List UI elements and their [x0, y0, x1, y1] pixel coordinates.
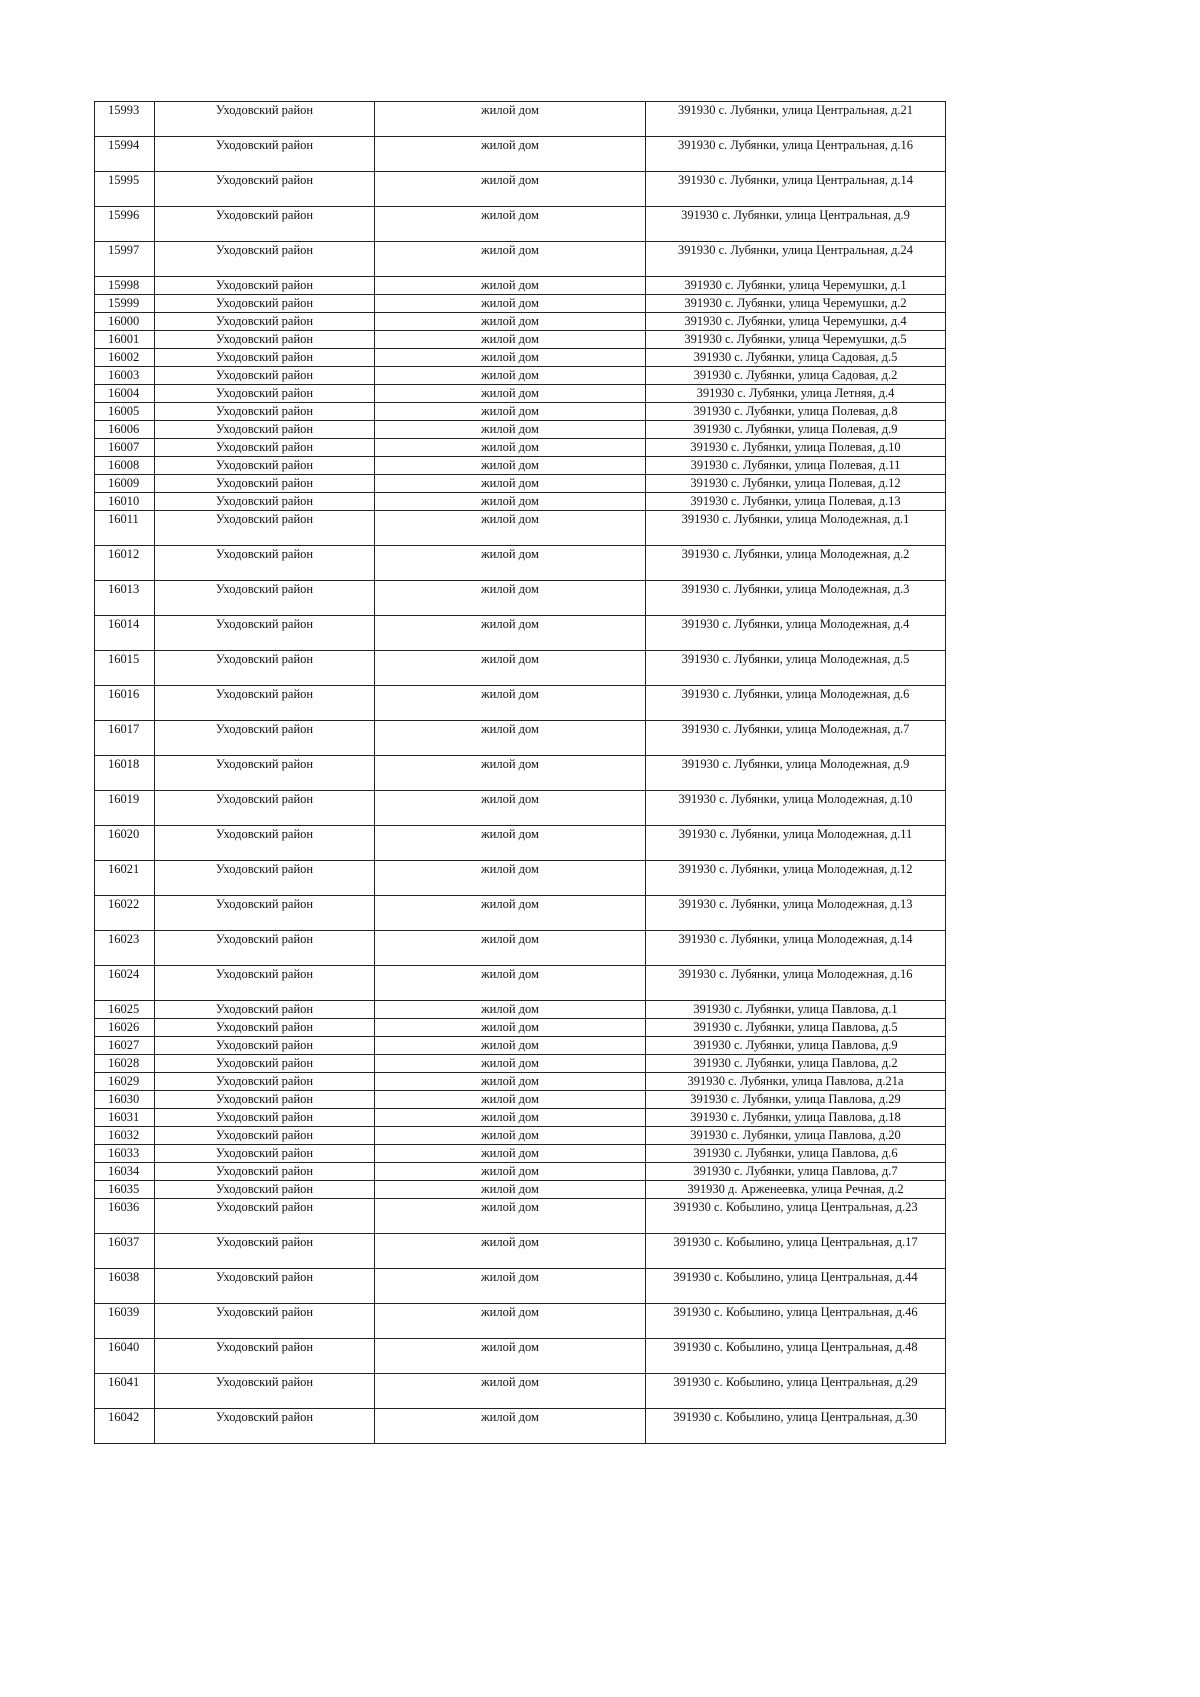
district-cell: Уходовский район	[155, 966, 375, 1001]
row-number: 16032	[95, 1127, 155, 1145]
address-cell: 391930 с. Лубянки, улица Полевая, д.10	[646, 439, 946, 457]
address-cell: 391930 с. Лубянки, улица Полевая, д.13	[646, 493, 946, 511]
object-type-cell: жилой дом	[375, 1374, 646, 1409]
address-cell: 391930 с. Лубянки, улица Центральная, д.9	[646, 207, 946, 242]
object-type-cell: жилой дом	[375, 651, 646, 686]
address-cell: 391930 с. Лубянки, улица Центральная, д.16	[646, 137, 946, 172]
district-cell: Уходовский район	[155, 1109, 375, 1127]
row-number: 16008	[95, 457, 155, 475]
row-number: 16015	[95, 651, 155, 686]
district-cell: Уходовский район	[155, 102, 375, 137]
row-number: 15994	[95, 137, 155, 172]
row-number: 16000	[95, 313, 155, 331]
row-number: 16022	[95, 896, 155, 931]
address-cell: 391930 с. Лубянки, улица Садовая, д.2	[646, 367, 946, 385]
table-row	[95, 651, 946, 686]
address-cell: 391930 с. Лубянки, улица Молодежная, д.9	[646, 756, 946, 791]
object-type-cell: жилой дом	[375, 826, 646, 861]
object-type-cell: жилой дом	[375, 207, 646, 242]
table-row	[95, 826, 946, 861]
table-row	[95, 1145, 946, 1163]
object-type-cell: жилой дом	[375, 403, 646, 421]
address-cell: 391930 с. Лубянки, улица Павлова, д.5	[646, 1019, 946, 1037]
row-number: 16006	[95, 421, 155, 439]
object-type-cell: жилой дом	[375, 791, 646, 826]
row-number: 16003	[95, 367, 155, 385]
address-cell: 391930 с. Лубянки, улица Молодежная, д.16	[646, 966, 946, 1001]
table-row	[95, 1181, 946, 1199]
district-cell: Уходовский район	[155, 137, 375, 172]
object-type-cell: жилой дом	[375, 616, 646, 651]
row-number: 16027	[95, 1037, 155, 1055]
table-row	[95, 546, 946, 581]
address-cell: 391930 с. Лубянки, улица Павлова, д.18	[646, 1109, 946, 1127]
table-row	[95, 1001, 946, 1019]
table-row	[95, 367, 946, 385]
address-cell: 391930 с. Лубянки, улица Центральная, д.14	[646, 172, 946, 207]
table-row	[95, 686, 946, 721]
district-cell: Уходовский район	[155, 403, 375, 421]
object-type-cell: жилой дом	[375, 1163, 646, 1181]
district-cell: Уходовский район	[155, 511, 375, 546]
table-row	[95, 1091, 946, 1109]
district-cell: Уходовский район	[155, 546, 375, 581]
district-cell: Уходовский район	[155, 385, 375, 403]
object-type-cell: жилой дом	[375, 1409, 646, 1444]
row-number: 15997	[95, 242, 155, 277]
table-row	[95, 403, 946, 421]
object-type-cell: жилой дом	[375, 1037, 646, 1055]
row-number: 16031	[95, 1109, 155, 1127]
row-number: 16042	[95, 1409, 155, 1444]
district-cell: Уходовский район	[155, 1019, 375, 1037]
row-number: 16037	[95, 1234, 155, 1269]
table-row	[95, 493, 946, 511]
object-type-cell: жилой дом	[375, 295, 646, 313]
object-type-cell: жилой дом	[375, 313, 646, 331]
object-type-cell: жилой дом	[375, 1073, 646, 1091]
object-type-cell: жилой дом	[375, 439, 646, 457]
table-row	[95, 1055, 946, 1073]
object-type-cell: жилой дом	[375, 421, 646, 439]
district-cell: Уходовский район	[155, 791, 375, 826]
row-number: 16013	[95, 581, 155, 616]
address-cell: 391930 с. Лубянки, улица Центральная, д.21	[646, 102, 946, 137]
district-cell: Уходовский район	[155, 1163, 375, 1181]
address-cell: 391930 с. Лубянки, улица Черемушки, д.4	[646, 313, 946, 331]
row-number: 16001	[95, 331, 155, 349]
district-cell: Уходовский район	[155, 756, 375, 791]
district-cell: Уходовский район	[155, 1181, 375, 1199]
object-type-cell: жилой дом	[375, 1304, 646, 1339]
district-cell: Уходовский район	[155, 1234, 375, 1269]
address-cell: 391930 с. Лубянки, улица Молодежная, д.4	[646, 616, 946, 651]
district-cell: Уходовский район	[155, 931, 375, 966]
district-cell: Уходовский район	[155, 331, 375, 349]
row-number: 16010	[95, 493, 155, 511]
row-number: 16016	[95, 686, 155, 721]
table-row	[95, 1339, 946, 1374]
table-row	[95, 1073, 946, 1091]
address-cell: 391930 с. Лубянки, улица Центральная, д.24	[646, 242, 946, 277]
table-row	[95, 1374, 946, 1409]
table-row	[95, 721, 946, 756]
row-number: 16036	[95, 1199, 155, 1234]
object-type-cell: жилой дом	[375, 1109, 646, 1127]
district-cell: Уходовский район	[155, 207, 375, 242]
object-type-cell: жилой дом	[375, 1091, 646, 1109]
row-number: 16029	[95, 1073, 155, 1091]
object-type-cell: жилой дом	[375, 1181, 646, 1199]
district-cell: Уходовский район	[155, 1409, 375, 1444]
table-row	[95, 172, 946, 207]
table-row	[95, 277, 946, 295]
object-type-cell: жилой дом	[375, 1339, 646, 1374]
address-cell: 391930 с. Кобылино, улица Центральная, д.29	[646, 1374, 946, 1409]
row-number: 16009	[95, 475, 155, 493]
row-number: 16004	[95, 385, 155, 403]
address-cell: 391930 с. Лубянки, улица Молодежная, д.14	[646, 931, 946, 966]
row-number: 16017	[95, 721, 155, 756]
district-cell: Уходовский район	[155, 1199, 375, 1234]
table-row	[95, 1269, 946, 1304]
row-number: 16011	[95, 511, 155, 546]
object-type-cell: жилой дом	[375, 367, 646, 385]
object-type-cell: жилой дом	[375, 349, 646, 367]
row-number: 15998	[95, 277, 155, 295]
object-type-cell: жилой дом	[375, 1055, 646, 1073]
row-number: 15995	[95, 172, 155, 207]
district-cell: Уходовский район	[155, 1037, 375, 1055]
table-row	[95, 475, 946, 493]
object-type-cell: жилой дом	[375, 581, 646, 616]
district-cell: Уходовский район	[155, 826, 375, 861]
district-cell: Уходовский район	[155, 581, 375, 616]
address-cell: 391930 с. Лубянки, улица Полевая, д.9	[646, 421, 946, 439]
address-cell: 391930 с. Лубянки, улица Молодежная, д.3	[646, 581, 946, 616]
row-number: 16035	[95, 1181, 155, 1199]
object-type-cell: жилой дом	[375, 493, 646, 511]
object-type-cell: жилой дом	[375, 966, 646, 1001]
district-cell: Уходовский район	[155, 1073, 375, 1091]
district-cell: Уходовский район	[155, 172, 375, 207]
address-cell: 391930 с. Лубянки, улица Полевая, д.11	[646, 457, 946, 475]
object-type-cell: жилой дом	[375, 1199, 646, 1234]
district-cell: Уходовский район	[155, 1055, 375, 1073]
object-type-cell: жилой дом	[375, 546, 646, 581]
table-row	[95, 1109, 946, 1127]
district-cell: Уходовский район	[155, 651, 375, 686]
address-cell: 391930 с. Кобылино, улица Центральная, д.23	[646, 1199, 946, 1234]
address-cell: 391930 с. Лубянки, улица Полевая, д.12	[646, 475, 946, 493]
district-cell: Уходовский район	[155, 686, 375, 721]
row-number: 16030	[95, 1091, 155, 1109]
district-cell: Уходовский район	[155, 1269, 375, 1304]
table-row	[95, 1037, 946, 1055]
address-cell: 391930 д. Арженеевка, улица Речная, д.2	[646, 1181, 946, 1199]
object-type-cell: жилой дом	[375, 721, 646, 756]
row-number: 16014	[95, 616, 155, 651]
object-type-cell: жилой дом	[375, 1234, 646, 1269]
district-cell: Уходовский район	[155, 721, 375, 756]
object-type-cell: жилой дом	[375, 1269, 646, 1304]
row-number: 16023	[95, 931, 155, 966]
table-row	[95, 1304, 946, 1339]
table-row	[95, 896, 946, 931]
table-row	[95, 861, 946, 896]
address-cell: 391930 с. Лубянки, улица Молодежная, д.2	[646, 546, 946, 581]
object-type-cell: жилой дом	[375, 1001, 646, 1019]
row-number: 16021	[95, 861, 155, 896]
row-number: 16002	[95, 349, 155, 367]
row-number: 16018	[95, 756, 155, 791]
address-cell: 391930 с. Кобылино, улица Центральная, д.30	[646, 1409, 946, 1444]
district-cell: Уходовский район	[155, 367, 375, 385]
address-cell: 391930 с. Лубянки, улица Молодежная, д.1	[646, 511, 946, 546]
district-cell: Уходовский район	[155, 439, 375, 457]
address-cell: 391930 с. Кобылино, улица Центральная, д.44	[646, 1269, 946, 1304]
address-cell: 391930 с. Кобылино, улица Центральная, д.17	[646, 1234, 946, 1269]
object-type-cell: жилой дом	[375, 102, 646, 137]
row-number: 16012	[95, 546, 155, 581]
address-cell: 391930 с. Лубянки, улица Полевая, д.8	[646, 403, 946, 421]
table-row	[95, 1199, 946, 1234]
district-cell: Уходовский район	[155, 475, 375, 493]
table-row	[95, 421, 946, 439]
table-row	[95, 331, 946, 349]
table-row	[95, 1163, 946, 1181]
district-cell: Уходовский район	[155, 1145, 375, 1163]
district-cell: Уходовский район	[155, 1127, 375, 1145]
table-row	[95, 457, 946, 475]
district-cell: Уходовский район	[155, 457, 375, 475]
object-type-cell: жилой дом	[375, 331, 646, 349]
address-cell: 391930 с. Лубянки, улица Молодежная, д.5	[646, 651, 946, 686]
object-type-cell: жилой дом	[375, 931, 646, 966]
object-type-cell: жилой дом	[375, 457, 646, 475]
address-cell: 391930 с. Лубянки, улица Летняя, д.4	[646, 385, 946, 403]
address-cell: 391930 с. Лубянки, улица Молодежная, д.12	[646, 861, 946, 896]
table-row	[95, 349, 946, 367]
table-row	[95, 966, 946, 1001]
address-cell: 391930 с. Лубянки, улица Павлова, д.29	[646, 1091, 946, 1109]
address-cell: 391930 с. Лубянки, улица Павлова, д.2	[646, 1055, 946, 1073]
row-number: 16007	[95, 439, 155, 457]
housing-registry-table	[94, 101, 946, 1444]
row-number: 16034	[95, 1163, 155, 1181]
row-number: 16005	[95, 403, 155, 421]
table-row	[95, 511, 946, 546]
object-type-cell: жилой дом	[375, 242, 646, 277]
district-cell: Уходовский район	[155, 1339, 375, 1374]
object-type-cell: жилой дом	[375, 511, 646, 546]
address-cell: 391930 с. Лубянки, улица Молодежная, д.7	[646, 721, 946, 756]
row-number: 16040	[95, 1339, 155, 1374]
address-cell: 391930 с. Кобылино, улица Центральная, д.46	[646, 1304, 946, 1339]
object-type-cell: жилой дом	[375, 475, 646, 493]
district-cell: Уходовский район	[155, 1001, 375, 1019]
table-row	[95, 1234, 946, 1269]
object-type-cell: жилой дом	[375, 861, 646, 896]
address-cell: 391930 с. Лубянки, улица Павлова, д.6	[646, 1145, 946, 1163]
address-cell: 391930 с. Лубянки, улица Павлова, д.1	[646, 1001, 946, 1019]
table-row	[95, 295, 946, 313]
row-number: 16020	[95, 826, 155, 861]
table-row	[95, 102, 946, 137]
object-type-cell: жилой дом	[375, 385, 646, 403]
address-cell: 391930 с. Лубянки, улица Павлова, д.20	[646, 1127, 946, 1145]
row-number: 16019	[95, 791, 155, 826]
address-cell: 391930 с. Лубянки, улица Павлова, д.21а	[646, 1073, 946, 1091]
district-cell: Уходовский район	[155, 421, 375, 439]
registry-body	[95, 102, 946, 1444]
row-number: 16026	[95, 1019, 155, 1037]
district-cell: Уходовский район	[155, 277, 375, 295]
address-cell: 391930 с. Лубянки, улица Павлова, д.7	[646, 1163, 946, 1181]
row-number: 16041	[95, 1374, 155, 1409]
district-cell: Уходовский район	[155, 1374, 375, 1409]
address-cell: 391930 с. Лубянки, улица Черемушки, д.1	[646, 277, 946, 295]
district-cell: Уходовский район	[155, 295, 375, 313]
object-type-cell: жилой дом	[375, 277, 646, 295]
row-number: 16038	[95, 1269, 155, 1304]
row-number: 15993	[95, 102, 155, 137]
address-cell: 391930 с. Лубянки, улица Черемушки, д.5	[646, 331, 946, 349]
table-row	[95, 137, 946, 172]
district-cell: Уходовский район	[155, 861, 375, 896]
object-type-cell: жилой дом	[375, 1145, 646, 1163]
district-cell: Уходовский район	[155, 242, 375, 277]
table-row	[95, 439, 946, 457]
object-type-cell: жилой дом	[375, 172, 646, 207]
object-type-cell: жилой дом	[375, 686, 646, 721]
district-cell: Уходовский район	[155, 1304, 375, 1339]
row-number: 15999	[95, 295, 155, 313]
district-cell: Уходовский район	[155, 313, 375, 331]
table-row	[95, 756, 946, 791]
district-cell: Уходовский район	[155, 616, 375, 651]
object-type-cell: жилой дом	[375, 896, 646, 931]
row-number: 16033	[95, 1145, 155, 1163]
district-cell: Уходовский район	[155, 1091, 375, 1109]
row-number: 16028	[95, 1055, 155, 1073]
address-cell: 391930 с. Лубянки, улица Молодежная, д.11	[646, 826, 946, 861]
object-type-cell: жилой дом	[375, 756, 646, 791]
address-cell: 391930 с. Лубянки, улица Молодежная, д.6	[646, 686, 946, 721]
row-number: 15996	[95, 207, 155, 242]
row-number: 16039	[95, 1304, 155, 1339]
address-cell: 391930 с. Лубянки, улица Садовая, д.5	[646, 349, 946, 367]
object-type-cell: жилой дом	[375, 1127, 646, 1145]
address-cell: 391930 с. Лубянки, улица Молодежная, д.13	[646, 896, 946, 931]
table-row	[95, 1127, 946, 1145]
table-row	[95, 242, 946, 277]
table-row	[95, 616, 946, 651]
district-cell: Уходовский район	[155, 493, 375, 511]
address-cell: 391930 с. Лубянки, улица Павлова, д.9	[646, 1037, 946, 1055]
address-cell: 391930 с. Кобылино, улица Центральная, д.48	[646, 1339, 946, 1374]
table-row	[95, 931, 946, 966]
table-row	[95, 1409, 946, 1444]
table-row	[95, 581, 946, 616]
table-row	[95, 207, 946, 242]
table-row	[95, 791, 946, 826]
row-number: 16024	[95, 966, 155, 1001]
district-cell: Уходовский район	[155, 349, 375, 367]
table-row	[95, 313, 946, 331]
address-cell: 391930 с. Лубянки, улица Молодежная, д.10	[646, 791, 946, 826]
row-number: 16025	[95, 1001, 155, 1019]
address-cell: 391930 с. Лубянки, улица Черемушки, д.2	[646, 295, 946, 313]
object-type-cell: жилой дом	[375, 137, 646, 172]
table-row	[95, 1019, 946, 1037]
object-type-cell: жилой дом	[375, 1019, 646, 1037]
district-cell: Уходовский район	[155, 896, 375, 931]
table-row	[95, 385, 946, 403]
